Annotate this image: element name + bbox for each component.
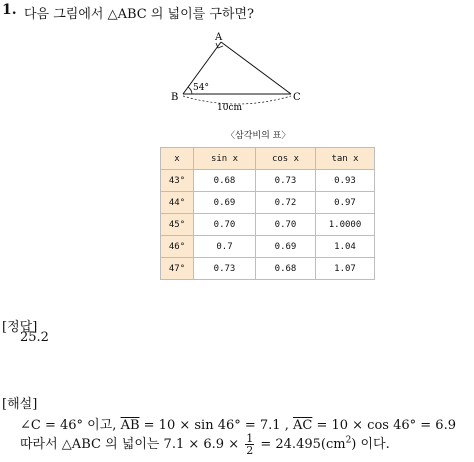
- exp2-text-c: ) 이다.: [351, 437, 390, 452]
- sin-cell: 0.68: [194, 170, 256, 192]
- angle-b-label: 54°: [193, 83, 209, 93]
- cos-cell: 0.68: [256, 258, 316, 280]
- cos-cell: 0.73: [256, 170, 316, 192]
- table-row: [161, 236, 375, 258]
- answer-value: 25.2: [20, 330, 49, 345]
- table-row: [161, 258, 375, 280]
- cos-cell: 0.70: [256, 214, 316, 236]
- tan-cell: 1.07: [316, 258, 375, 280]
- exp2-superscript: 2: [345, 435, 352, 446]
- table-row: [161, 214, 375, 236]
- sin-cell: 0.69: [194, 192, 256, 214]
- table-row: [161, 192, 375, 214]
- sin-cell: 0.70: [194, 214, 256, 236]
- exp2-text-b: = 24.495(cm: [256, 437, 346, 452]
- angle-cell: 47°: [161, 258, 194, 280]
- table-row: [161, 170, 375, 192]
- tan-cell: 0.93: [316, 170, 375, 192]
- explanation-line-1: [20, 414, 456, 433]
- segment-ab: $\overline{AB}$: [120, 418, 140, 433]
- exp1-text-b: = 10 × sin 46° = 7.1 ,: [139, 418, 293, 433]
- tan-cell: 1.04: [316, 236, 375, 258]
- triangle-figure: [165, 30, 305, 115]
- header-x: x: [161, 148, 194, 170]
- segment-ac: $\overline{AC}$: [292, 418, 313, 433]
- side-ac: [221, 42, 291, 94]
- vertex-a-label: A: [215, 32, 223, 43]
- fraction-denominator: 2: [246, 444, 254, 457]
- fraction-one-half: [245, 433, 254, 456]
- side-bc-label: 10cm: [217, 103, 243, 113]
- exp1-text-a: ∠C = 46° 이고,: [20, 418, 121, 433]
- explanation-line-2: [20, 433, 390, 456]
- cos-cell: 0.69: [256, 236, 316, 258]
- answer-label: [정답]: [2, 320, 38, 335]
- angle-b-arc: [188, 87, 192, 94]
- header-tan: tan x: [316, 148, 375, 170]
- vertex-b-label: B: [171, 92, 179, 103]
- exp1-text-c: = 10 × cos 46° = 6.9: [312, 418, 456, 433]
- exp2-text-a: 따라서 △ABC 의 넓이는 7.1 × 6.9 ×: [20, 437, 244, 452]
- table-header-row: [161, 148, 375, 170]
- angle-cell: 45°: [161, 214, 194, 236]
- header-cos: cos x: [256, 148, 316, 170]
- angle-cell: 43°: [161, 170, 194, 192]
- trig-table: [160, 147, 375, 280]
- sin-cell: 0.7: [194, 236, 256, 258]
- explanation-label: [해설]: [2, 397, 38, 412]
- tan-cell: 0.97: [316, 192, 375, 214]
- angle-cell: 44°: [161, 192, 194, 214]
- header-sin: sin x: [194, 148, 256, 170]
- table-caption: 〈삼각비의 표〉: [226, 131, 291, 141]
- cos-cell: 0.72: [256, 192, 316, 214]
- question-text: 다음 그림에서 △ABC 의 넓이를 구하면?: [24, 7, 255, 22]
- fraction-numerator: 1: [246, 432, 254, 445]
- tan-cell: 1.0000: [316, 214, 375, 236]
- angle-cell: 46°: [161, 236, 194, 258]
- question-number: 1.: [2, 2, 17, 18]
- sin-cell: 0.73: [194, 258, 256, 280]
- vertex-c-label: C: [293, 92, 301, 103]
